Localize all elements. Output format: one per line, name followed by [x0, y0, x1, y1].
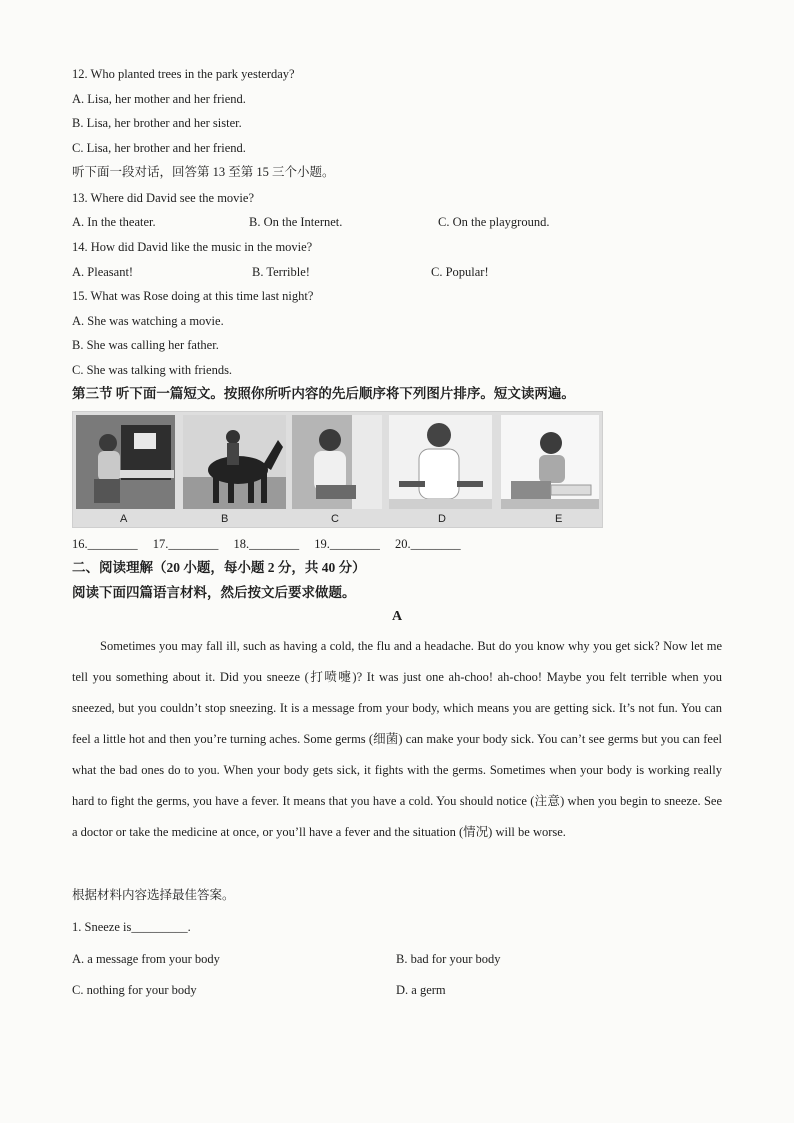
picture-d-doctor	[389, 415, 492, 509]
q1-option-a: A. a message from your body	[72, 952, 220, 966]
q15-option-a: A. She was watching a movie.	[72, 314, 224, 328]
picture-label-b: B	[221, 513, 229, 525]
dialog-instruction: 听下面一段对话，回答第 13 至第 15 三个小题。	[72, 165, 335, 179]
q1-question: 1. Sneeze is_________.	[72, 920, 191, 934]
blank-19[interactable]: 19.________	[314, 537, 380, 551]
q15-option-b: B. She was calling her father.	[72, 338, 219, 352]
picture-a-piano	[76, 415, 175, 509]
blank-18[interactable]: 18.________	[233, 537, 300, 551]
blank-16[interactable]: 16.________	[72, 537, 138, 551]
blank-17[interactable]: 17.________	[152, 537, 219, 551]
q15-option-c: C. She was talking with friends.	[72, 363, 233, 377]
q1-option-b: B. bad for your body	[396, 952, 501, 966]
reading-instruction: 阅读下面四篇语言材料，然后按文后要求做题。	[72, 585, 356, 600]
q1-option-d: D. a germ	[396, 983, 446, 997]
piano-player-illustration	[76, 415, 175, 509]
q14-option-a: A. Pleasant!	[72, 265, 134, 279]
horse-rider-illustration	[183, 415, 286, 509]
choose-instruction: 根据材料内容选择最佳答案。	[72, 888, 235, 902]
q12-option-a: A. Lisa, her mother and her friend.	[72, 92, 246, 106]
q12-option-b: B. Lisa, her brother and her sister.	[72, 116, 242, 130]
q13-option-a: A. In the theater.	[72, 215, 156, 229]
q12-question: 12. Who planted trees in the park yesterday?	[72, 67, 295, 81]
picture-e-studying	[501, 415, 599, 509]
reading-part-heading: 二、阅读理解（20 小题，每小题 2 分，共 40 分）	[72, 560, 366, 575]
student-reading-illustration	[501, 415, 599, 509]
picture-label-e: E	[555, 513, 563, 525]
q14-option-c: C. Popular!	[431, 265, 489, 279]
picture-label-d: D	[438, 513, 446, 525]
q13-option-b: B. On the Internet.	[249, 215, 343, 229]
picture-c-dentist	[292, 415, 382, 509]
picture-strip	[72, 411, 603, 528]
dentist-illustration	[292, 415, 382, 509]
passage-a-text: Sometimes you may fall ill, such as having a cold, the flu and a headache. But do you know why you get sick? Now let me tell you something about it. Did you sneeze (打喷嚏)? It was just one ah-choo! ah-choo! Maybe you felt terrible when you sneezed, but you couldn’t stop sneezing. It is a message from your body, which means you are getting sick. It’s not fun. You can feel a little hot and then you’re turning aches. Some germs (细菌) can make your body sick. You can’t see germs but you can feel what the bad ones do to you. When your body gets sick, it fights with the germs. Sometimes when your body is working really hard to fight the germs, you have a fever. It means that you have a cold. You should notice (注意) when you begin to sneeze. See a doctor or take the medicine at once, or you’ll have a fever and the situation (情况) will be worse.	[72, 639, 722, 839]
picture-b-horse	[183, 415, 286, 509]
section3-heading: 第三节 听下面一篇短文。按照你所听内容的先后顺序将下列图片排序。短文读两遍。	[72, 386, 575, 401]
q14-question: 14. How did David like the music in the movie?	[72, 240, 313, 254]
picture-label-a: A	[120, 513, 128, 525]
q15-question: 15. What was Rose doing at this time last night?	[72, 289, 314, 303]
q14-option-b: B. Terrible!	[252, 265, 310, 279]
blank-20[interactable]: 20.________	[395, 537, 461, 551]
q13-question: 13. Where did David see the movie?	[72, 191, 255, 205]
q13-option-c: C. On the playground.	[438, 215, 550, 229]
passage-letter: A	[391, 609, 403, 624]
q12-option-c: C. Lisa, her brother and her friend.	[72, 141, 246, 155]
answer-blanks	[72, 537, 473, 552]
passage-a	[72, 631, 722, 848]
q1-option-c: C. nothing for your body	[72, 983, 197, 997]
doctor-illustration	[389, 415, 492, 509]
picture-label-c: C	[331, 513, 339, 525]
